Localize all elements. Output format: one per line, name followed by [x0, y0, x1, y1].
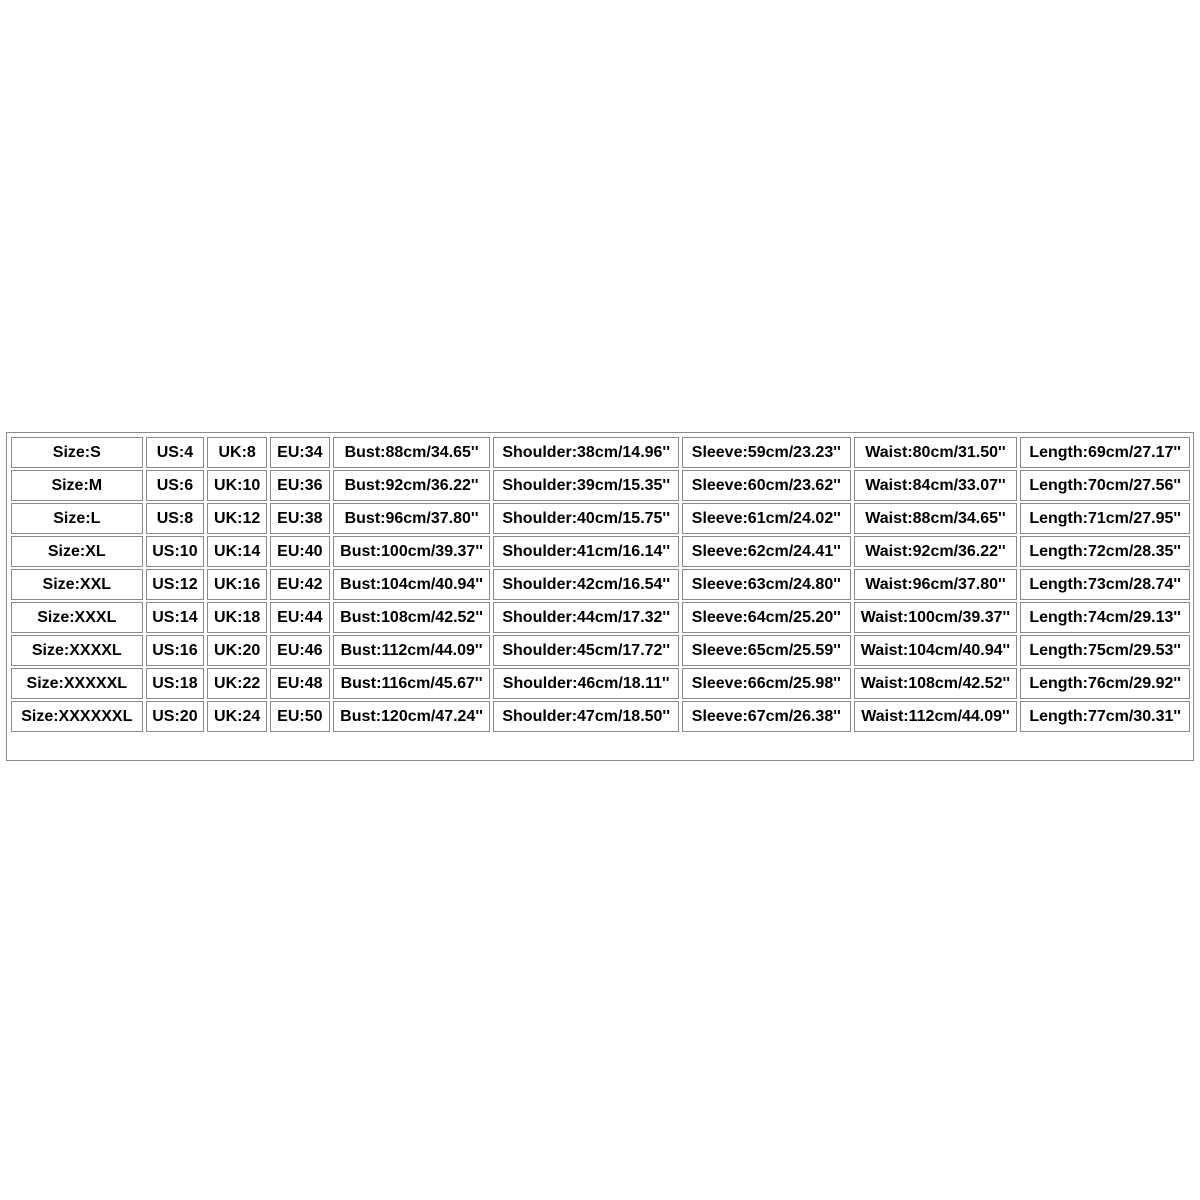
- cell-waist: Waist:88cm/34.65'': [854, 503, 1018, 534]
- cell-shoulder: Shoulder:39cm/15.35'': [493, 470, 679, 501]
- cell-uk: UK:14: [207, 536, 267, 567]
- cell-eu: EU:42: [270, 569, 330, 600]
- cell-us: US:20: [146, 701, 205, 732]
- cell-length: Length:76cm/29.92'': [1020, 668, 1190, 699]
- cell-length: Length:75cm/29.53'': [1020, 635, 1190, 666]
- cell-size: Size:XXL: [11, 569, 143, 600]
- cell-us: US:14: [146, 602, 205, 633]
- cell-bust: Bust:120cm/47.24'': [333, 701, 491, 732]
- cell-shoulder: Shoulder:42cm/16.54'': [493, 569, 679, 600]
- cell-shoulder: Shoulder:46cm/18.11'': [493, 668, 679, 699]
- cell-bust: Bust:104cm/40.94'': [333, 569, 491, 600]
- cell-sleeve: Sleeve:63cm/24.80'': [682, 569, 851, 600]
- cell-eu: EU:40: [270, 536, 330, 567]
- cell-length: Length:70cm/27.56'': [1020, 470, 1190, 501]
- cell-bust: Bust:88cm/34.65'': [333, 437, 491, 468]
- cell-sleeve: Sleeve:64cm/25.20'': [682, 602, 851, 633]
- cell-waist: Waist:100cm/39.37'': [854, 602, 1018, 633]
- cell-us: US:6: [146, 470, 205, 501]
- cell-uk: UK:8: [207, 437, 267, 468]
- cell-us: US:8: [146, 503, 205, 534]
- cell-uk: UK:20: [207, 635, 267, 666]
- table-row: [11, 536, 1190, 567]
- cell-sleeve: Sleeve:62cm/24.41'': [682, 536, 851, 567]
- cell-size: Size:XXXXXL: [11, 668, 143, 699]
- cell-shoulder: Shoulder:40cm/15.75'': [493, 503, 679, 534]
- cell-length: Length:77cm/30.31'': [1020, 701, 1190, 732]
- table-row: [11, 470, 1190, 501]
- cell-bust: Bust:92cm/36.22'': [333, 470, 491, 501]
- cell-size: Size:M: [11, 470, 143, 501]
- cell-waist: Waist:104cm/40.94'': [854, 635, 1018, 666]
- cell-waist: Waist:112cm/44.09'': [854, 701, 1018, 732]
- table-row: [11, 503, 1190, 534]
- cell-us: US:12: [146, 569, 205, 600]
- cell-sleeve: Sleeve:66cm/25.98'': [682, 668, 851, 699]
- cell-eu: EU:50: [270, 701, 330, 732]
- cell-waist: Waist:84cm/33.07'': [854, 470, 1018, 501]
- cell-bust: Bust:112cm/44.09'': [333, 635, 491, 666]
- cell-eu: EU:46: [270, 635, 330, 666]
- cell-eu: EU:44: [270, 602, 330, 633]
- cell-bust: Bust:108cm/42.52'': [333, 602, 491, 633]
- cell-us: US:4: [146, 437, 205, 468]
- cell-eu: EU:36: [270, 470, 330, 501]
- cell-size: Size:XL: [11, 536, 143, 567]
- cell-sleeve: Sleeve:61cm/24.02'': [682, 503, 851, 534]
- cell-shoulder: Shoulder:38cm/14.96'': [493, 437, 679, 468]
- table-row: [11, 635, 1190, 666]
- cell-length: Length:72cm/28.35'': [1020, 536, 1190, 567]
- cell-bust: Bust:116cm/45.67'': [333, 668, 491, 699]
- table-row: [11, 602, 1190, 633]
- cell-sleeve: Sleeve:60cm/23.62'': [682, 470, 851, 501]
- cell-bust: Bust:96cm/37.80'': [333, 503, 491, 534]
- cell-length: Length:69cm/27.17'': [1020, 437, 1190, 468]
- cell-shoulder: Shoulder:47cm/18.50'': [493, 701, 679, 732]
- cell-us: US:18: [146, 668, 205, 699]
- table-row: [11, 569, 1190, 600]
- cell-sleeve: Sleeve:65cm/25.59'': [682, 635, 851, 666]
- cell-uk: UK:22: [207, 668, 267, 699]
- cell-eu: EU:48: [270, 668, 330, 699]
- cell-eu: EU:34: [270, 437, 330, 468]
- cell-waist: Waist:108cm/42.52'': [854, 668, 1018, 699]
- cell-uk: UK:10: [207, 470, 267, 501]
- cell-waist: Waist:92cm/36.22'': [854, 536, 1018, 567]
- cell-size: Size:XXXL: [11, 602, 143, 633]
- cell-shoulder: Shoulder:45cm/17.72'': [493, 635, 679, 666]
- cell-length: Length:71cm/27.95'': [1020, 503, 1190, 534]
- cell-us: US:16: [146, 635, 205, 666]
- cell-size: Size:XXXXXXL: [11, 701, 143, 732]
- cell-shoulder: Shoulder:44cm/17.32'': [493, 602, 679, 633]
- cell-uk: UK:16: [207, 569, 267, 600]
- cell-length: Length:74cm/29.13'': [1020, 602, 1190, 633]
- cell-waist: Waist:96cm/37.80'': [854, 569, 1018, 600]
- cell-shoulder: Shoulder:41cm/16.14'': [493, 536, 679, 567]
- cell-sleeve: Sleeve:59cm/23.23'': [682, 437, 851, 468]
- cell-size: Size:S: [11, 437, 143, 468]
- table-row: [11, 701, 1190, 732]
- cell-uk: UK:18: [207, 602, 267, 633]
- table-row: [11, 437, 1190, 468]
- cell-eu: EU:38: [270, 503, 330, 534]
- cell-waist: Waist:80cm/31.50'': [854, 437, 1018, 468]
- table-row: [11, 668, 1190, 699]
- size-chart-table: [8, 435, 1193, 734]
- cell-bust: Bust:100cm/39.37'': [333, 536, 491, 567]
- cell-size: Size:XXXXL: [11, 635, 143, 666]
- cell-uk: UK:24: [207, 701, 267, 732]
- cell-length: Length:73cm/28.74'': [1020, 569, 1190, 600]
- cell-sleeve: Sleeve:67cm/26.38'': [682, 701, 851, 732]
- cell-us: US:10: [146, 536, 205, 567]
- size-chart: [6, 432, 1194, 761]
- cell-size: Size:L: [11, 503, 143, 534]
- cell-uk: UK:12: [207, 503, 267, 534]
